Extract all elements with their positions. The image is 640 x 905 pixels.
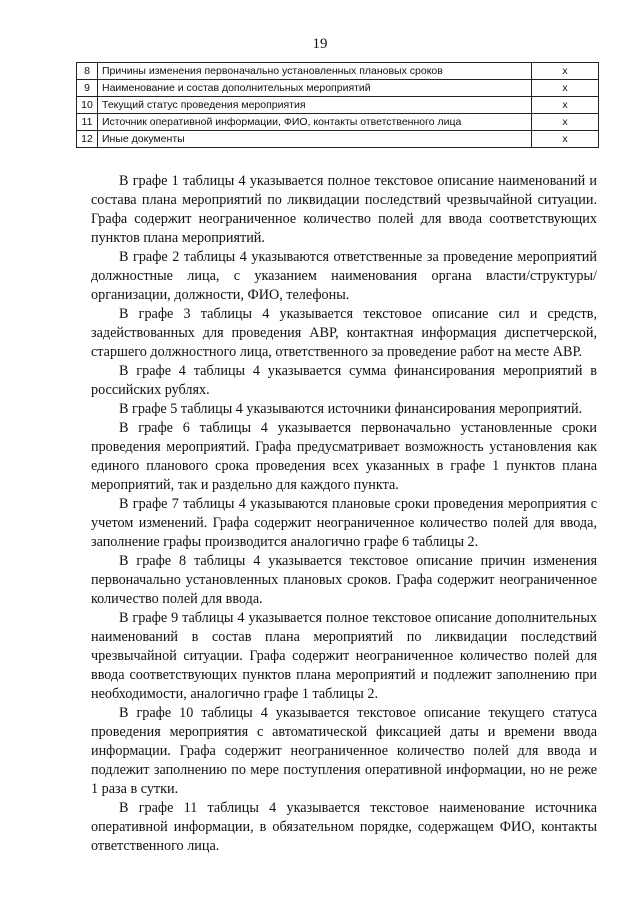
row-number: 12 — [77, 131, 98, 148]
table-row — [77, 97, 599, 114]
table-row — [77, 63, 599, 80]
row-number: 11 — [77, 114, 98, 131]
paragraph-column-7: В графе 7 таблицы 4 указываются плановые сроки проведения мероприятия с учетом изменений. Графа содержит неограниченное количество полей для ввода, заполнение графы производится аналогично графе 6 таблицы 2. — [91, 496, 597, 550]
row-number: 9 — [77, 80, 98, 97]
row-mark: х — [532, 63, 599, 80]
table-row — [77, 131, 599, 148]
paragraph-column-3: В графе 3 таблицы 4 указывается текстовое описание сил и средств, задействованных для проведения АВР, контактная информация диспетчерской, старшего должностного лица, ответственного за проведение работ на месте АВР. — [91, 306, 597, 360]
row-mark: х — [532, 97, 599, 114]
body-text — [91, 172, 597, 856]
table-row — [77, 80, 599, 97]
row-number: 10 — [77, 97, 98, 114]
row-description: Причины изменения первоначально установленных плановых сроков — [98, 63, 532, 80]
paragraph-column-1: В графе 1 таблицы 4 указывается полное текстовое описание наименований и состава плана мероприятий по ликвидации последствий чрезвычайной ситуации. Графа содержит неограниченное количество полей для ввода соответствующих пунктов плана мероприятий. — [91, 173, 597, 246]
row-number: 8 — [77, 63, 98, 80]
paragraph-column-2: В графе 2 таблицы 4 указываются ответственные за проведение мероприятий должностные лица, с указанием наименования органа власти/структуры/организации, должности, ФИО, телефоны. — [91, 249, 597, 303]
paragraph-column-10: В графе 10 таблицы 4 указывается текстовое описание текущего статуса проведения мероприятия с автоматической фиксацией даты и времени ввода информации. Графа содержит неограниченное количество полей для ввода и подлежит заполнению по мере поступления оперативной информации, но не реже 1 раза в сутки. — [91, 705, 597, 797]
paragraph-column-11: В графе 11 таблицы 4 указывается текстовое наименование источника оперативной информации, в обязательном порядке, содержащем ФИО, контакты ответственного лица. — [91, 800, 597, 854]
paragraph-column-8: В графе 8 таблицы 4 указывается текстовое описание причин изменения первоначально установленных плановых сроков. Графа содержит неограниченное количество полей для ввода. — [91, 553, 597, 607]
row-description: Текущий статус проведения мероприятия — [98, 97, 532, 114]
row-mark: х — [532, 80, 599, 97]
row-description: Источник оперативной информации, ФИО, контакты ответственного лица — [98, 114, 532, 131]
row-mark: х — [532, 114, 599, 131]
row-description: Наименование и состав дополнительных мероприятий — [98, 80, 532, 97]
row-description: Иные документы — [98, 131, 532, 148]
fields-table — [76, 62, 599, 148]
row-mark: х — [532, 131, 599, 148]
table-row — [77, 114, 599, 131]
paragraph-column-6: В графе 6 таблицы 4 указывается первоначально установленные сроки проведения мероприятий. Графа предусматривает возможность установления как единого планового срока проведения всех указанных в графе 1 пунктов плана мероприятий, так и раздельно для каждого пункта. — [91, 420, 597, 493]
page-number: 19 — [312, 36, 328, 52]
paragraph-column-4: В графе 4 таблицы 4 указывается сумма финансирования мероприятий в российских рублях. — [91, 363, 597, 398]
paragraph-column-9: В графе 9 таблицы 4 указывается полное текстовое описание дополнительных наименований в состав плана мероприятий по ликвидации последствий чрезвычайной ситуации. Графа содержит неограниченное количество полей для ввода соответствующих пунктов плана мероприятий и подлежит заполнению при необходимости, аналогично графе 1 таблицы 2. — [91, 610, 597, 702]
paragraph-column-5: В графе 5 таблицы 4 указываются источники финансирования мероприятий. — [119, 401, 583, 417]
